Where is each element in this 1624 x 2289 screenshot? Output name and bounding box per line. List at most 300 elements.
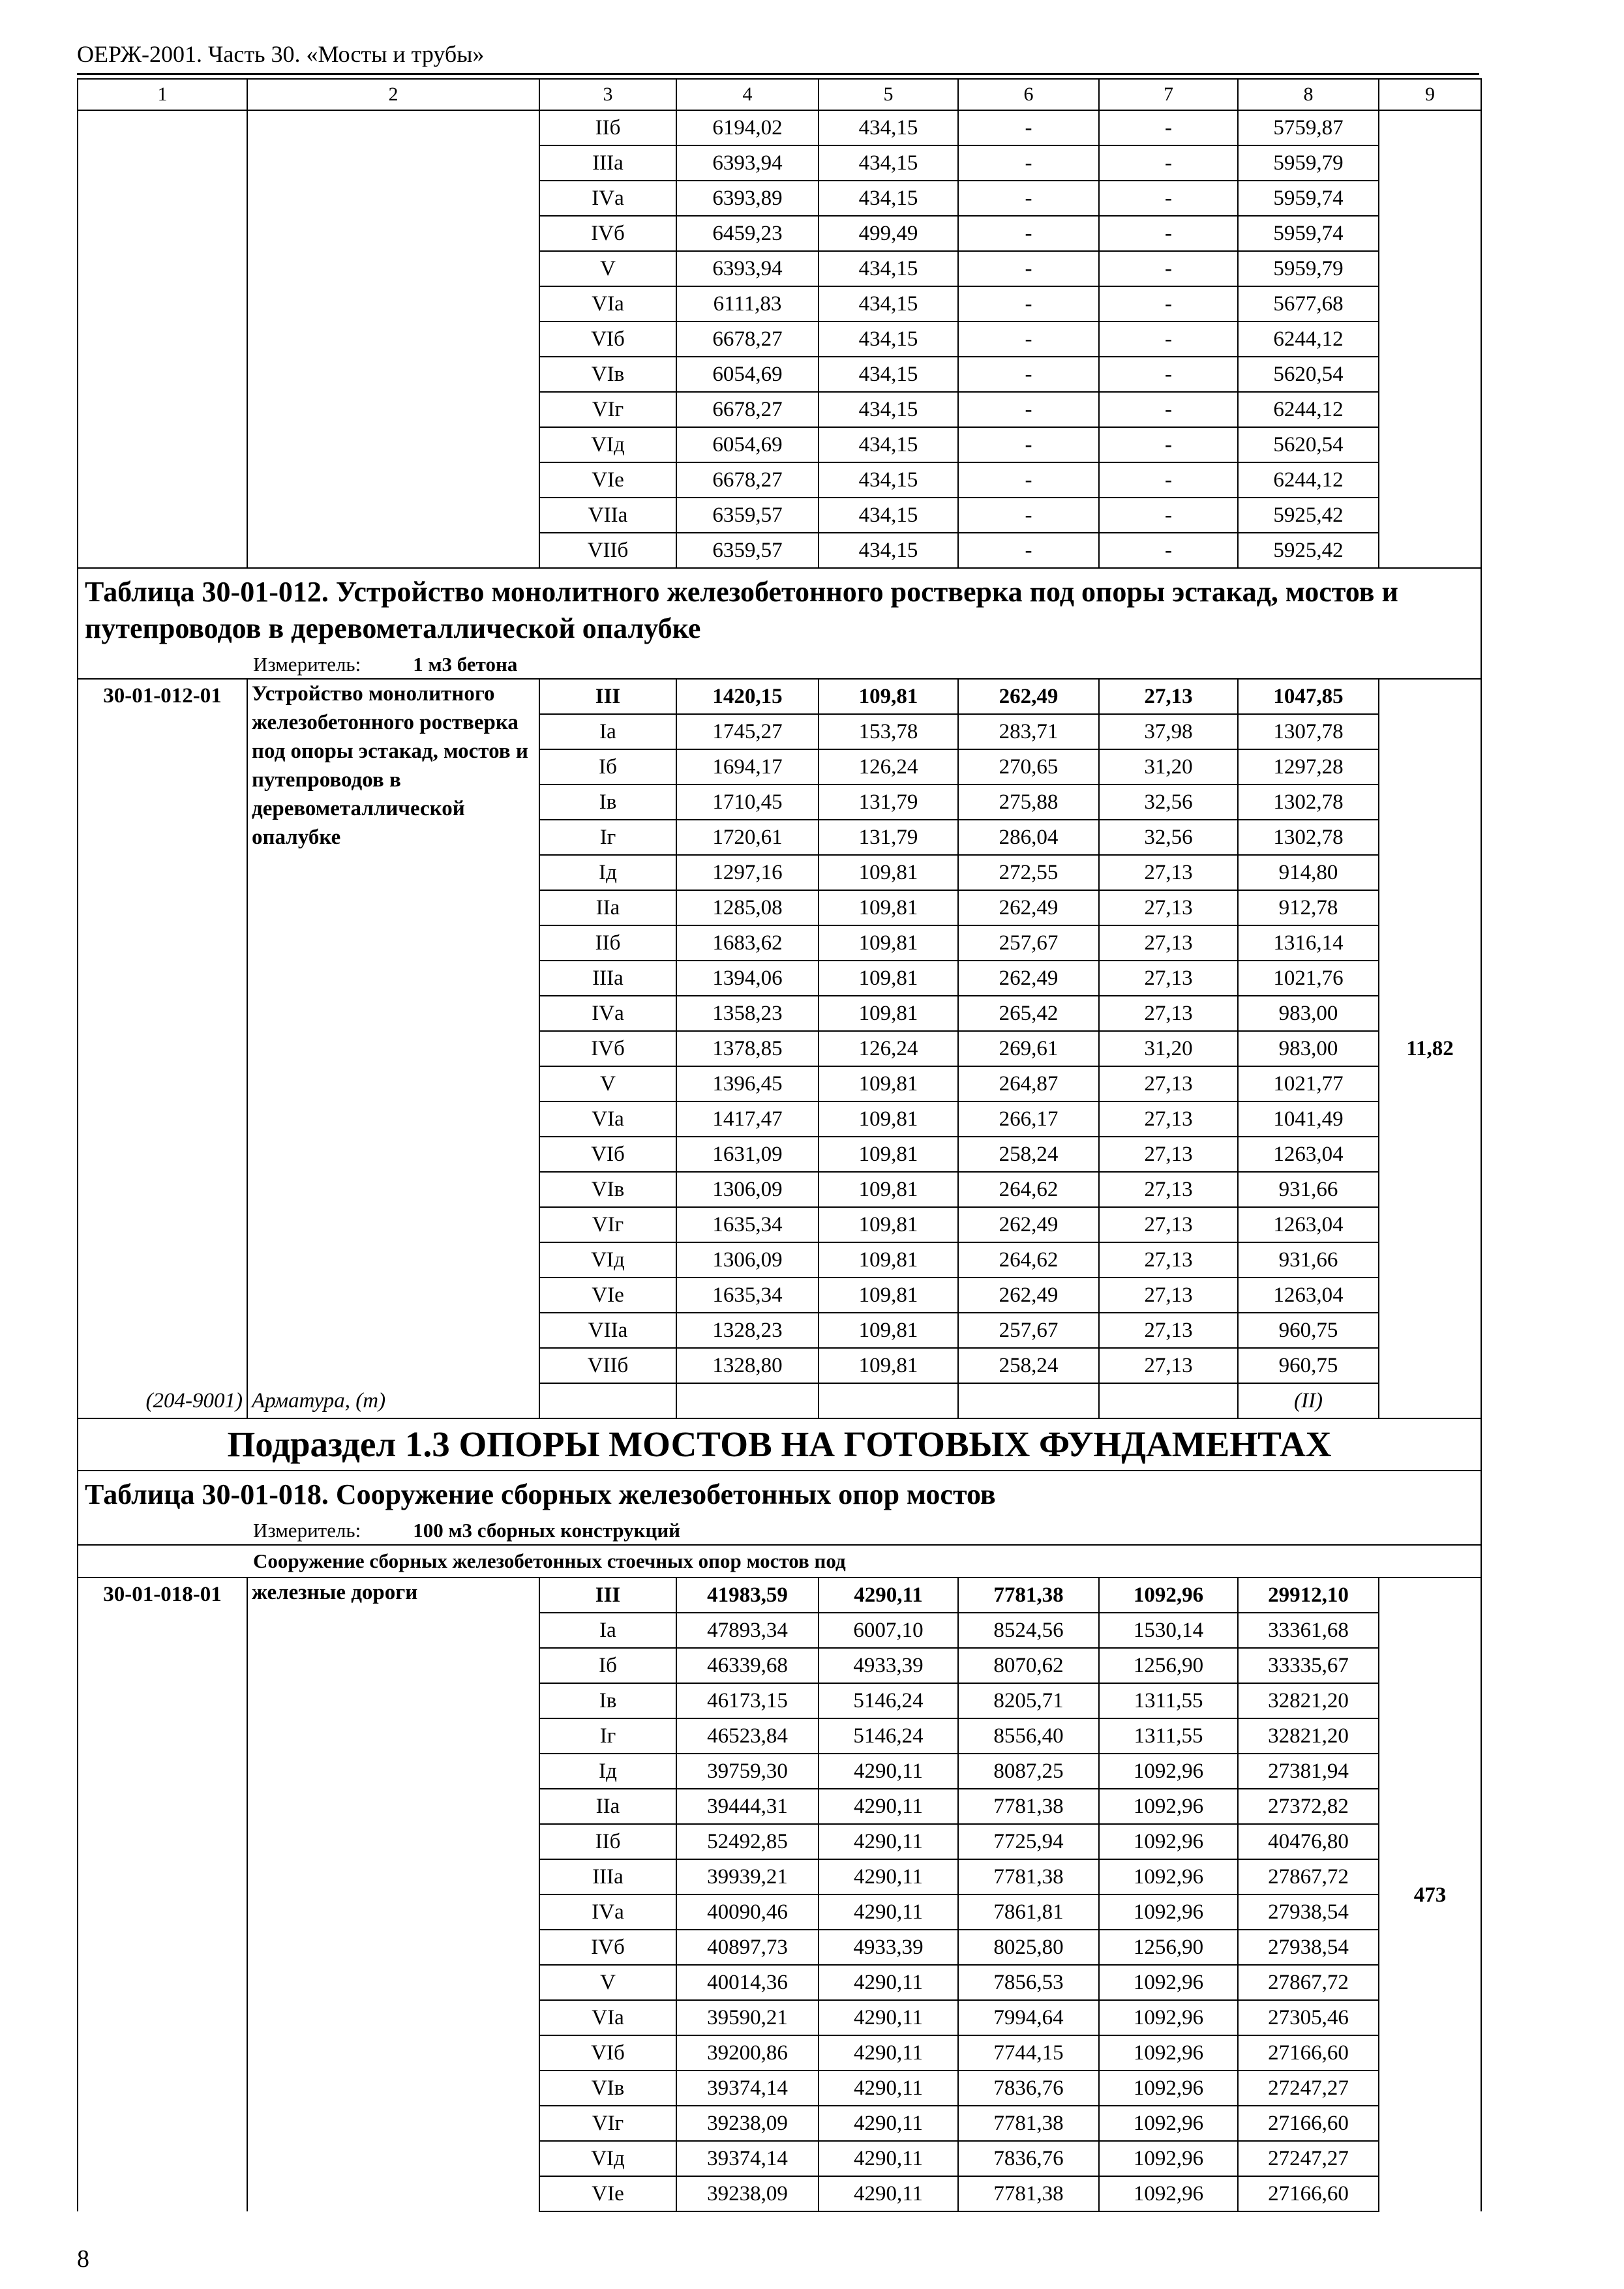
zone-cell: IVб xyxy=(539,216,676,251)
value-cell: 27247,27 xyxy=(1238,2071,1379,2106)
value-cell: 1092,96 xyxy=(1099,2176,1238,2211)
value-cell: 27,13 xyxy=(1099,996,1238,1031)
value-cell: 434,15 xyxy=(819,427,958,462)
zone-cell: VIа xyxy=(539,2000,676,2035)
zone-cell: VIIб xyxy=(539,533,676,568)
value-cell: 7781,38 xyxy=(958,2176,1099,2211)
value-cell: 8070,62 xyxy=(958,1648,1099,1683)
column-number: 6 xyxy=(958,79,1099,110)
value-cell: 258,24 xyxy=(958,1348,1099,1383)
value-cell: 1297,28 xyxy=(1238,749,1379,785)
value-cell: 27938,54 xyxy=(1238,1930,1379,1965)
value-cell: 6054,69 xyxy=(676,427,819,462)
value-cell: 4290,11 xyxy=(819,1859,958,1894)
value-cell: 1092,96 xyxy=(1099,2141,1238,2176)
value-cell: 109,81 xyxy=(819,996,958,1031)
col9-cell xyxy=(1379,110,1481,568)
value-cell: 40090,46 xyxy=(676,1894,819,1930)
value-cell: 27247,27 xyxy=(1238,2141,1379,2176)
zone-cell: Iа xyxy=(539,714,676,749)
zone-cell: Iб xyxy=(539,749,676,785)
zone-cell: VIб xyxy=(539,322,676,357)
value-cell: 1694,17 xyxy=(676,749,819,785)
value-cell: 47893,34 xyxy=(676,1613,819,1648)
value-cell: 4290,11 xyxy=(819,2000,958,2035)
value-cell: 6244,12 xyxy=(1238,462,1379,498)
value-cell: 5620,54 xyxy=(1238,357,1379,392)
zone-cell: VIв xyxy=(539,2071,676,2106)
value-cell: 434,15 xyxy=(819,286,958,322)
value-cell: 265,42 xyxy=(958,996,1099,1031)
zone-cell: VIб xyxy=(539,1137,676,1172)
value-cell: 434,15 xyxy=(819,533,958,568)
value-cell: 7861,81 xyxy=(958,1894,1099,1930)
value-cell: 912,78 xyxy=(1238,890,1379,925)
zone-cell: VIе xyxy=(539,462,676,498)
value-cell: 1710,45 xyxy=(676,785,819,820)
value-cell: 109,81 xyxy=(819,679,958,714)
value-cell: 27166,60 xyxy=(1238,2176,1379,2211)
value-cell: 434,15 xyxy=(819,181,958,216)
value-cell: 6393,94 xyxy=(676,251,819,286)
value-cell: 6359,57 xyxy=(676,533,819,568)
value-cell: 4290,11 xyxy=(819,1965,958,2000)
table-row xyxy=(78,679,1481,714)
value-cell: 40014,36 xyxy=(676,1965,819,2000)
value-cell: 40476,80 xyxy=(1238,1824,1379,1859)
value-cell: 46173,15 xyxy=(676,1683,819,1718)
value-cell: 434,15 xyxy=(819,251,958,286)
value-cell: - xyxy=(958,110,1099,145)
value-cell: 931,66 xyxy=(1238,1242,1379,1278)
zone-cell: VIе xyxy=(539,2176,676,2211)
value-cell: 1358,23 xyxy=(676,996,819,1031)
value-cell: 266,17 xyxy=(958,1101,1099,1137)
value-cell: 5146,24 xyxy=(819,1683,958,1718)
zone-cell: VIг xyxy=(539,1207,676,1242)
value-cell: 109,81 xyxy=(819,961,958,996)
zone-cell: VIIа xyxy=(539,1313,676,1348)
value-cell: - xyxy=(1099,462,1238,498)
zone-cell: VIв xyxy=(539,357,676,392)
value-cell: 1256,90 xyxy=(1099,1930,1238,1965)
value-cell: 1047,85 xyxy=(1238,679,1379,714)
value-cell: - xyxy=(958,322,1099,357)
value-cell: 39374,14 xyxy=(676,2071,819,2106)
unit-value: 100 м3 сборных конструкций xyxy=(413,1519,681,1542)
value-cell: 434,15 xyxy=(819,110,958,145)
value-cell: - xyxy=(958,427,1099,462)
value-cell: 109,81 xyxy=(819,1207,958,1242)
value-cell: 1417,47 xyxy=(676,1101,819,1137)
column-number: 4 xyxy=(676,79,819,110)
zone-cell: VIд xyxy=(539,427,676,462)
value-cell: 39200,86 xyxy=(676,2035,819,2071)
unit-label: Измеритель: xyxy=(253,1519,361,1542)
description-cell xyxy=(247,110,539,568)
value-cell: 1092,96 xyxy=(1099,1894,1238,1930)
zone-cell: VIIа xyxy=(539,498,676,533)
header-rule xyxy=(77,73,1479,75)
value-cell: 1683,62 xyxy=(676,925,819,961)
value-cell: 109,81 xyxy=(819,1066,958,1101)
value-cell: 109,81 xyxy=(819,1101,958,1137)
value-cell: - xyxy=(1099,216,1238,251)
value-cell: 4290,11 xyxy=(819,1578,958,1613)
value-cell: 7836,76 xyxy=(958,2071,1099,2106)
value-cell: 27,13 xyxy=(1099,925,1238,961)
column-number: 3 xyxy=(539,79,676,110)
value-cell: 32,56 xyxy=(1099,820,1238,855)
value-cell: 1092,96 xyxy=(1099,1754,1238,1789)
value-cell: 109,81 xyxy=(819,1172,958,1207)
value-cell: 27,13 xyxy=(1099,1313,1238,1348)
rates-table xyxy=(77,78,1482,2212)
value-cell: 40897,73 xyxy=(676,1930,819,1965)
value-cell: 6007,10 xyxy=(819,1613,958,1648)
value-cell: 31,20 xyxy=(1099,749,1238,785)
column-numbers-row xyxy=(78,79,1481,110)
value-cell: 46339,68 xyxy=(676,1648,819,1683)
value-cell: - xyxy=(1099,357,1238,392)
value-cell: 4290,11 xyxy=(819,2141,958,2176)
value-cell: 27166,60 xyxy=(1238,2035,1379,2071)
value-cell: - xyxy=(958,498,1099,533)
value-cell: 1092,96 xyxy=(1099,1824,1238,1859)
value-cell: - xyxy=(958,533,1099,568)
value-cell: - xyxy=(1099,533,1238,568)
value-cell: 983,00 xyxy=(1238,1031,1379,1066)
value-cell: 39759,30 xyxy=(676,1754,819,1789)
code-cell xyxy=(78,110,247,568)
zone-cell: IVа xyxy=(539,181,676,216)
zone-cell: IIб xyxy=(539,1824,676,1859)
value-cell: 153,78 xyxy=(819,714,958,749)
zone-cell: VIа xyxy=(539,1101,676,1137)
value-cell: 5959,74 xyxy=(1238,216,1379,251)
zone-cell: Iг xyxy=(539,1718,676,1754)
value-cell: 1297,16 xyxy=(676,855,819,890)
value-cell: 1041,49 xyxy=(1238,1101,1379,1137)
value-cell: 1378,85 xyxy=(676,1031,819,1066)
zone-cell: VIд xyxy=(539,2141,676,2176)
value-cell: 269,61 xyxy=(958,1031,1099,1066)
value-cell: 27,13 xyxy=(1099,1207,1238,1242)
zone-cell: Iб xyxy=(539,1648,676,1683)
value-cell: 434,15 xyxy=(819,498,958,533)
unit-cell xyxy=(78,1517,1481,1545)
value-cell: 434,15 xyxy=(819,357,958,392)
table-title-row xyxy=(78,568,1481,651)
value-cell: 27,13 xyxy=(1099,679,1238,714)
value-cell: 1021,76 xyxy=(1238,961,1379,996)
value-cell: - xyxy=(958,145,1099,181)
value-cell: 1635,34 xyxy=(676,1278,819,1313)
column-number: 9 xyxy=(1379,79,1481,110)
zone-cell: IIб xyxy=(539,925,676,961)
value-cell: - xyxy=(958,462,1099,498)
column-number: 5 xyxy=(819,79,958,110)
value-cell: - xyxy=(958,357,1099,392)
value-cell: 1092,96 xyxy=(1099,2106,1238,2141)
zone-cell: IVб xyxy=(539,1930,676,1965)
value-cell: 1307,78 xyxy=(1238,714,1379,749)
value-cell: 6194,02 xyxy=(676,110,819,145)
zone-cell: IIIа xyxy=(539,961,676,996)
zone-cell: VIв xyxy=(539,1172,676,1207)
zone-cell: V xyxy=(539,1066,676,1101)
value-cell: 109,81 xyxy=(819,890,958,925)
zone-cell: IIа xyxy=(539,890,676,925)
col9-cell: 473 xyxy=(1379,1578,1481,2211)
value-cell: 8087,25 xyxy=(958,1754,1099,1789)
value-cell: 1263,04 xyxy=(1238,1137,1379,1172)
empty-cell xyxy=(819,1383,958,1418)
value-cell: 264,62 xyxy=(958,1242,1099,1278)
value-cell: 1316,14 xyxy=(1238,925,1379,961)
value-cell: 109,81 xyxy=(819,855,958,890)
value-cell: 31,20 xyxy=(1099,1031,1238,1066)
value-cell: 109,81 xyxy=(819,1242,958,1278)
value-cell: 27166,60 xyxy=(1238,2106,1379,2141)
table-title: Таблица 30-01-018. Сооружение сборных железобетонных опор мостов xyxy=(78,1471,1481,1517)
value-cell: 8524,56 xyxy=(958,1613,1099,1648)
value-cell: 6459,23 xyxy=(676,216,819,251)
zone-cell: IIIа xyxy=(539,145,676,181)
value-cell: 6678,27 xyxy=(676,462,819,498)
value-cell: 4290,11 xyxy=(819,1754,958,1789)
value-cell: - xyxy=(958,181,1099,216)
value-cell: 7856,53 xyxy=(958,1965,1099,2000)
value-cell: 262,49 xyxy=(958,1207,1099,1242)
value-cell: 434,15 xyxy=(819,322,958,357)
value-cell: 264,62 xyxy=(958,1172,1099,1207)
code-cell: 30-01-012-01 xyxy=(78,679,247,1383)
zone-cell: Iа xyxy=(539,1613,676,1648)
value-cell: 1256,90 xyxy=(1099,1648,1238,1683)
value-cell: 7781,38 xyxy=(958,1578,1099,1613)
value-cell: 33361,68 xyxy=(1238,1613,1379,1648)
column-number: 8 xyxy=(1238,79,1379,110)
zone-cell: VIе xyxy=(539,1278,676,1313)
value-cell: 46523,84 xyxy=(676,1718,819,1754)
empty-cell xyxy=(1099,1383,1238,1418)
value-cell: 4933,39 xyxy=(819,1930,958,1965)
value-cell: 5146,24 xyxy=(819,1718,958,1754)
value-cell: 39590,21 xyxy=(676,2000,819,2035)
value-cell: 286,04 xyxy=(958,820,1099,855)
value-cell: 1092,96 xyxy=(1099,1965,1238,2000)
value-cell: 27,13 xyxy=(1099,1278,1238,1313)
value-cell: 27867,72 xyxy=(1238,1965,1379,2000)
zone-cell: IVа xyxy=(539,1894,676,1930)
value-cell: 4290,11 xyxy=(819,1824,958,1859)
value-cell: 264,87 xyxy=(958,1066,1099,1101)
value-cell: 8025,80 xyxy=(958,1930,1099,1965)
value-cell: - xyxy=(1099,392,1238,427)
resource-value: (II) xyxy=(1238,1383,1379,1418)
value-cell: - xyxy=(1099,251,1238,286)
value-cell: 7836,76 xyxy=(958,2141,1099,2176)
empty-cell xyxy=(958,1383,1099,1418)
value-cell: 6111,83 xyxy=(676,286,819,322)
value-cell: 6244,12 xyxy=(1238,392,1379,427)
value-cell: 4290,11 xyxy=(819,2106,958,2141)
value-cell: 5620,54 xyxy=(1238,427,1379,462)
zone-cell: VIа xyxy=(539,286,676,322)
value-cell: 257,67 xyxy=(958,1313,1099,1348)
value-cell: 39238,09 xyxy=(676,2106,819,2141)
value-cell: 5925,42 xyxy=(1238,498,1379,533)
page-header: ОЕРЖ-2001. Часть 30. «Мосты и трубы» xyxy=(77,41,485,67)
page-number: 8 xyxy=(77,2245,89,2273)
value-cell: 4933,39 xyxy=(819,1648,958,1683)
zone-cell: IVа xyxy=(539,996,676,1031)
value-cell: 1302,78 xyxy=(1238,820,1379,855)
value-cell: 1311,55 xyxy=(1099,1718,1238,1754)
value-cell: 5959,79 xyxy=(1238,251,1379,286)
value-cell: 7781,38 xyxy=(958,1789,1099,1824)
value-cell: 27381,94 xyxy=(1238,1754,1379,1789)
value-cell: 27867,72 xyxy=(1238,1859,1379,1894)
value-cell: 109,81 xyxy=(819,1137,958,1172)
zone-cell: Iг xyxy=(539,820,676,855)
value-cell: 39374,14 xyxy=(676,2141,819,2176)
value-cell: - xyxy=(958,392,1099,427)
value-cell: 39444,31 xyxy=(676,1789,819,1824)
value-cell: 27938,54 xyxy=(1238,1894,1379,1930)
zone-cell: IIа xyxy=(539,1789,676,1824)
value-cell: 6678,27 xyxy=(676,322,819,357)
value-cell: 131,79 xyxy=(819,785,958,820)
value-cell: 32821,20 xyxy=(1238,1683,1379,1718)
value-cell: 32,56 xyxy=(1099,785,1238,820)
value-cell: 1092,96 xyxy=(1099,2000,1238,2035)
value-cell: 262,49 xyxy=(958,961,1099,996)
column-number: 1 xyxy=(78,79,247,110)
value-cell: 109,81 xyxy=(819,1348,958,1383)
value-cell: 6244,12 xyxy=(1238,322,1379,357)
column-number: 7 xyxy=(1099,79,1238,110)
value-cell: - xyxy=(958,286,1099,322)
value-cell: 960,75 xyxy=(1238,1348,1379,1383)
value-cell: 1092,96 xyxy=(1099,1578,1238,1613)
unit-value: 1 м3 бетона xyxy=(413,653,518,676)
value-cell: 272,55 xyxy=(958,855,1099,890)
table-title-row xyxy=(78,1471,1481,1517)
value-cell: 283,71 xyxy=(958,714,1099,749)
value-cell: 1720,61 xyxy=(676,820,819,855)
value-cell: 1092,96 xyxy=(1099,2035,1238,2071)
subheading: Сооружение сборных железобетонных стоечных опор мостов под xyxy=(78,1545,1481,1578)
value-cell: - xyxy=(1099,145,1238,181)
table-title: Таблица 30-01-012. Устройство монолитного железобетонного ростверка под опоры эстакад, мостов и путепроводов в деревометаллической опалубке xyxy=(78,568,1481,651)
value-cell: 27,13 xyxy=(1099,1066,1238,1101)
resource-name: Арматура, (т) xyxy=(247,1383,539,1418)
value-cell: 434,15 xyxy=(819,462,958,498)
value-cell: 39238,09 xyxy=(676,2176,819,2211)
zone-cell: Iд xyxy=(539,855,676,890)
value-cell: 5959,79 xyxy=(1238,145,1379,181)
value-cell: 1328,80 xyxy=(676,1348,819,1383)
value-cell: 1302,78 xyxy=(1238,785,1379,820)
subsection-title: Подраздел 1.3 ОПОРЫ МОСТОВ НА ГОТОВЫХ ФУНДАМЕНТАХ xyxy=(78,1418,1481,1471)
value-cell: 4290,11 xyxy=(819,2035,958,2071)
zone-cell: VIг xyxy=(539,2106,676,2141)
description-cell: железные дороги xyxy=(247,1578,539,2211)
col9-cell: 11,82 xyxy=(1379,679,1481,1418)
value-cell: 983,00 xyxy=(1238,996,1379,1031)
value-cell: 931,66 xyxy=(1238,1172,1379,1207)
value-cell: 27,13 xyxy=(1099,961,1238,996)
zone-cell: Iд xyxy=(539,1754,676,1789)
value-cell: 5677,68 xyxy=(1238,286,1379,322)
value-cell: 1263,04 xyxy=(1238,1207,1379,1242)
value-cell: 27,13 xyxy=(1099,1101,1238,1137)
resource-code: (204-9001) xyxy=(78,1383,247,1418)
value-cell: 1092,96 xyxy=(1099,2071,1238,2106)
value-cell: 27,13 xyxy=(1099,1137,1238,1172)
value-cell: - xyxy=(1099,181,1238,216)
value-cell: 4290,11 xyxy=(819,1894,958,1930)
value-cell: 1396,45 xyxy=(676,1066,819,1101)
value-cell: 4290,11 xyxy=(819,2071,958,2106)
resource-row xyxy=(78,1383,1481,1418)
value-cell: 29912,10 xyxy=(1238,1578,1379,1613)
value-cell: 960,75 xyxy=(1238,1313,1379,1348)
value-cell: - xyxy=(1099,498,1238,533)
value-cell: 131,79 xyxy=(819,820,958,855)
value-cell: 4290,11 xyxy=(819,1789,958,1824)
value-cell: 914,80 xyxy=(1238,855,1379,890)
value-cell: 7781,38 xyxy=(958,2106,1099,2141)
value-cell: 6678,27 xyxy=(676,392,819,427)
zone-cell: VIг xyxy=(539,392,676,427)
value-cell: 33335,67 xyxy=(1238,1648,1379,1683)
value-cell: 1263,04 xyxy=(1238,1278,1379,1313)
value-cell: 27,13 xyxy=(1099,1242,1238,1278)
value-cell: 1328,23 xyxy=(676,1313,819,1348)
value-cell: 270,65 xyxy=(958,749,1099,785)
value-cell: 8205,71 xyxy=(958,1683,1099,1718)
value-cell: 4290,11 xyxy=(819,2176,958,2211)
value-cell: 5925,42 xyxy=(1238,533,1379,568)
value-cell: 262,49 xyxy=(958,890,1099,925)
value-cell: - xyxy=(1099,427,1238,462)
column-number: 2 xyxy=(247,79,539,110)
value-cell: 275,88 xyxy=(958,785,1099,820)
zone-cell: VIд xyxy=(539,1242,676,1278)
value-cell: - xyxy=(1099,286,1238,322)
value-cell: 27,13 xyxy=(1099,1348,1238,1383)
subsection-row xyxy=(78,1418,1481,1471)
value-cell: 434,15 xyxy=(819,392,958,427)
value-cell: 5759,87 xyxy=(1238,110,1379,145)
unit-label: Измеритель: xyxy=(253,653,361,676)
zone-cell: III xyxy=(539,679,676,714)
value-cell: 27,13 xyxy=(1099,890,1238,925)
value-cell: 7994,64 xyxy=(958,2000,1099,2035)
value-cell: 1092,96 xyxy=(1099,1789,1238,1824)
zone-cell: Iв xyxy=(539,1683,676,1718)
value-cell: 262,49 xyxy=(958,679,1099,714)
zone-cell: III xyxy=(539,1578,676,1613)
value-cell: - xyxy=(1099,322,1238,357)
zone-cell: IIб xyxy=(539,110,676,145)
value-cell: 6393,94 xyxy=(676,145,819,181)
value-cell: 109,81 xyxy=(819,1278,958,1313)
value-cell: - xyxy=(958,216,1099,251)
